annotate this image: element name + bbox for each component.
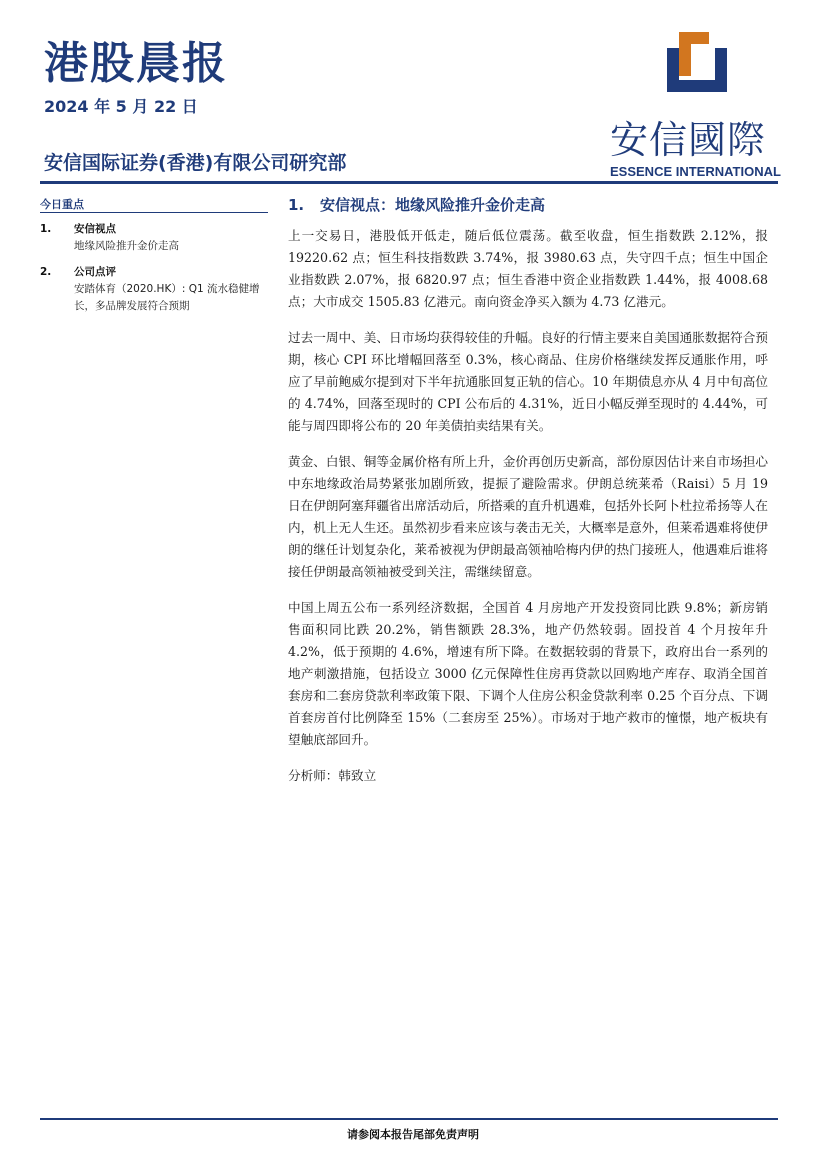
logo-chinese-name: 安信國際 xyxy=(610,118,767,162)
sidebar-item-desc: 地缘风险推升金价走高 xyxy=(74,240,179,252)
section-title: 安信视点：地缘风险推升金价走高 xyxy=(320,196,546,214)
sidebar-item xyxy=(40,264,270,315)
logo-orange-shape xyxy=(679,32,709,76)
report-title: 港股晨报 xyxy=(44,38,228,89)
report-date: 2024 年 5 月 22 日 xyxy=(44,97,198,116)
sidebar-item-label: 公司点评 xyxy=(74,266,116,278)
sidebar-item-desc: 安踏体育（2020.HK）: Q1 流水稳健增长，多品牌发展符合预期 xyxy=(74,283,260,312)
sidebar-item xyxy=(40,221,270,255)
body-paragraph: 上一交易日，港股低开低走，随后低位震荡。截至收盘，恒生指数跌 2.12%，报 19220.62 点；恒生科技指数跌 3.74%，报 3980.63 点，失守四千点；恒生中国企业指数跌 2.07%，报 6820.97 点；恒生香港中资企业指数跌 1.44%，报 4008.68 点；大市成交 1505.83 亿港元。南向资金净买入额为 4.73 亿港元。 xyxy=(288,228,768,309)
sidebar-item-number: 2. xyxy=(40,266,52,278)
footer-divider xyxy=(40,1118,778,1120)
main-content xyxy=(288,225,768,801)
sidebar-item-number: 1. xyxy=(40,223,52,235)
sidebar-item-label: 安信视点 xyxy=(74,223,116,235)
body-paragraph: 过去一周中、美、日市场均获得较佳的升幅。良好的行情主要来自美国通胀数据符合预期，核心 CPI 环比增幅回落至 0.3%，核心商品、住房价格继续发挥反通胀作用，呼应了早前鲍威尔提到对下半年抗通胀回复正轨的信心。10 年期债息亦从 4 月中旬高位的 4.74%，回落至现时的 CPI 公布后的 4.31%，近日小幅反弹至现时的 4.44%，可能与周四即将公布的 20 年美债拍卖结果有关。 xyxy=(288,330,768,433)
analyst-name: 分析师：韩致立 xyxy=(288,768,377,783)
logo-english-name: ESSENCE INTERNATIONAL xyxy=(610,164,781,179)
essence-logo-icon xyxy=(665,30,731,92)
logo-blue-shape xyxy=(667,48,727,92)
footer-disclaimer: 请参阅本报告尾部免责声明 xyxy=(347,1128,479,1141)
header-divider xyxy=(40,181,778,184)
sidebar-heading: 今日重点 xyxy=(40,198,84,211)
department-name: 安信国际证券(香港)有限公司研究部 xyxy=(44,152,347,174)
body-paragraph: 中国上周五公布一系列经济数据，全国首 4 月房地产开发投资同比跌 9.8%；新房销售面积同比跌 20.2%，销售额跌 28.3%，地产仍然较弱。固投首 4 个月按年升 4.2%，低于预期的 4.6%，增速有所下降。在数据较弱的背景下，政府出台一系列的地产刺激措施，包括设立 3000 亿元保障性住房再贷款以回购地产库存、取消全国首套房和二套房贷款利率政策下限、下调个人住房公积金贷款利率 0.25 个百分点、下调首套房首付比例降至 15%（二套房至 25%）。市场对于地产救市的憧憬，地产板块有望触底部回升。 xyxy=(288,600,768,747)
body-paragraph: 黄金、白银、铜等金属价格有所上升，金价再创历史新高，部份原因估计来自市场担心中东地缘政治局势紧张加剧所致，提振了避险需求。伊朗总统莱希（Raisi）5 月 19 日在伊朗阿塞拜疆省出席活动后，所搭乘的直升机遇难，包括外长阿卜杜拉希扬等人在内，机上无人生还。虽然初步看来应该与袭击无关，大概率是意外，但莱希遇难将使伊朗的继任计划复杂化，莱希被视为伊朗最高领袖哈梅内伊的热门接班人，他遇难后谁将接任伊朗最高领袖被受到关注，需继续留意。 xyxy=(288,454,768,579)
section-heading xyxy=(288,194,545,215)
sidebar-divider xyxy=(40,212,268,213)
section-number: 1. xyxy=(288,196,305,214)
